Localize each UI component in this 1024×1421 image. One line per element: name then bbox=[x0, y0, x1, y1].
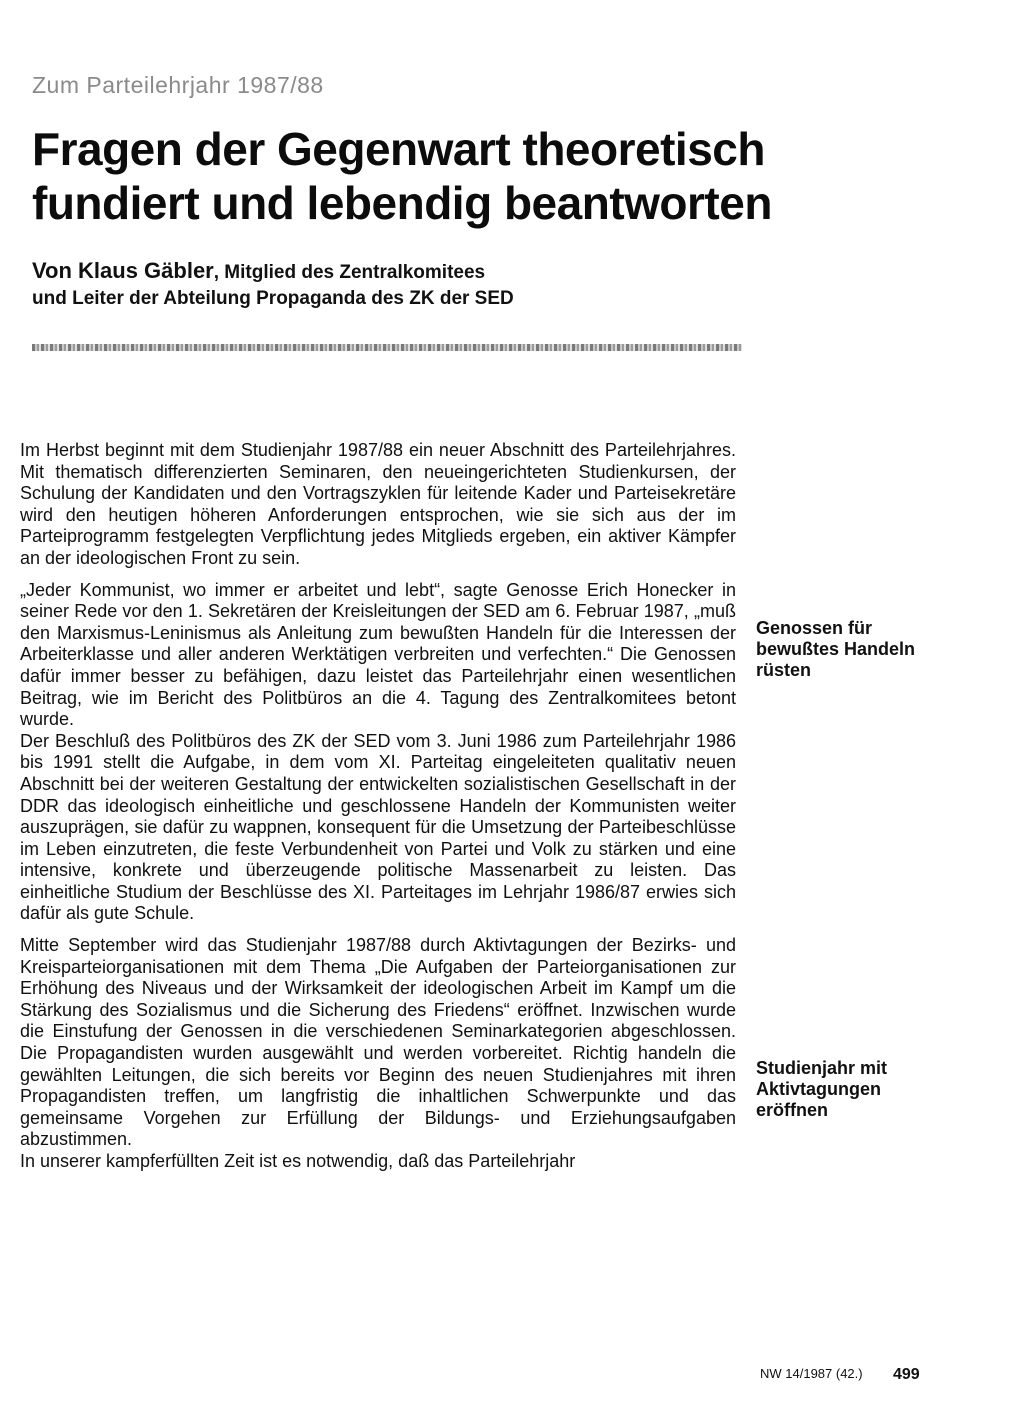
byline-author: Von Klaus Gäbler bbox=[32, 258, 214, 283]
article-body bbox=[20, 440, 736, 1183]
article-kicker: Zum Parteilehrjahr 1987/88 bbox=[32, 72, 324, 98]
paragraph-4: Mitte September wird das Studienjahr 1987/88 durch Aktivtagungen der Bezirks- und Kreisparteiorganisationen mit dem Thema „Die Aufgaben der Parteiorganisationen zur Erhöhung des Niveaus und der Wirksamkeit der ideologischen Arbeit im Kampf um die Stärkung des Sozialismus und die Sicherung des Friedens“ eröffnet. Inzwischen wurde die Einstufung der Genossen in die verschiedenen Seminarkategorien abgeschlossen. Die Propagandisten wurden ausgewählt und werden vorbereitet. Richtig handeln die gewählten Leitungen, die sich bereits vor Beginn des neuen Studienjahres mit ihren Propagandisten treffen, um langfristig die inhaltlichen Schwerpunkte und das gemeinsame Vorgehen zur Erfüllung der Bildungs- und Erziehungsaufgaben abzustimmen. bbox=[20, 935, 736, 1150]
paragraph-5: In unserer kampferfüllten Zeit ist es notwendig, daß das Parteilehrjahr bbox=[20, 1151, 576, 1171]
page-number: 499 bbox=[893, 1366, 920, 1383]
headline-line-1: Fragen der Gegenwart theoretisch bbox=[32, 123, 765, 175]
issue-reference: NW 14/1987 (42.) bbox=[760, 1366, 863, 1381]
byline bbox=[32, 258, 792, 312]
marginal-note-1: Genossen für bewußtes Handeln rüsten bbox=[756, 618, 916, 680]
paragraph-3: Der Beschluß des Politbüros des ZK der SED vom 3. Juni 1986 zum Parteilehrjahr 1986 bis 1991 stellt die Aufgabe, in dem vom XI. Parteitag eingeleiteten qualitativ neuen Abschnitt bei der weiteren Gestaltung der entwickelten sozialistischen Gesellschaft in der DDR das ideologisch einheitliche und geschlossene Handeln der Kommunisten weiter auszuprägen, sie dafür zu wappnen, konsequent für die Umsetzung der Parteibeschlüsse im Leben einzutreten, die feste Verbundenheit von Partei und Volk zu stärken und eine intensive, konkrete und überzeugende politische Massenarbeit zu leisten. Das einheitliche Studium der Beschlüsse des XI. Parteitages im Lehrjahr 1986/87 erwies sich dafür als gute Schule. bbox=[20, 730, 736, 924]
paragraph-2: „Jeder Kommunist, wo immer er arbeitet und lebt“, sagte Genosse Erich Honecker in seiner Rede vor den 1. Sekretären der Kreisleitungen der SED am 6. Februar 1987, „muß den Marxismus-Leninismus als Anleitung zum bewußten Handeln für die Interessen der Arbeiterklasse und aller anderen Werktätigen verbreiten und verfechten.“ Die Genossen dafür immer besser zu befähigen, dazu leistet das Parteilehrjahr einen wesentlichen Beitrag, wie im Bericht des Politbüros an die 4. Tagung des Zentralkomitees betont wurde. bbox=[20, 579, 736, 730]
byline-role-2: und Leiter der Abteilung Propaganda des ZK der SED bbox=[32, 288, 514, 309]
byline-role-1: , Mitglied des Zentralkomitees bbox=[213, 262, 486, 283]
marginal-note-2: Studienjahr mit Aktivtagungen eröffnen bbox=[756, 1058, 888, 1120]
decorative-rule bbox=[32, 344, 742, 351]
headline-line-2: fundiert und lebendig beantworten bbox=[32, 177, 772, 229]
paragraph-1: Im Herbst beginnt mit dem Studienjahr 1987/88 ein neuer Abschnitt des Parteilehrjahres. Mit thematisch differenzierten Seminaren, den neueingerichteten Studienkursen, der Schulung der Kandidaten und den Vortragszyklen für leitende Kader und Parteisekretäre wird den heutigen höheren Anforderungen entsprochen, wie sie sich aus der im Parteiprogramm festgelegten Verpflichtung jedes Mitglieds ergeben, ein aktiver Kämpfer an der ideologischen Front zu sein. bbox=[20, 440, 736, 568]
article-headline bbox=[32, 122, 932, 230]
